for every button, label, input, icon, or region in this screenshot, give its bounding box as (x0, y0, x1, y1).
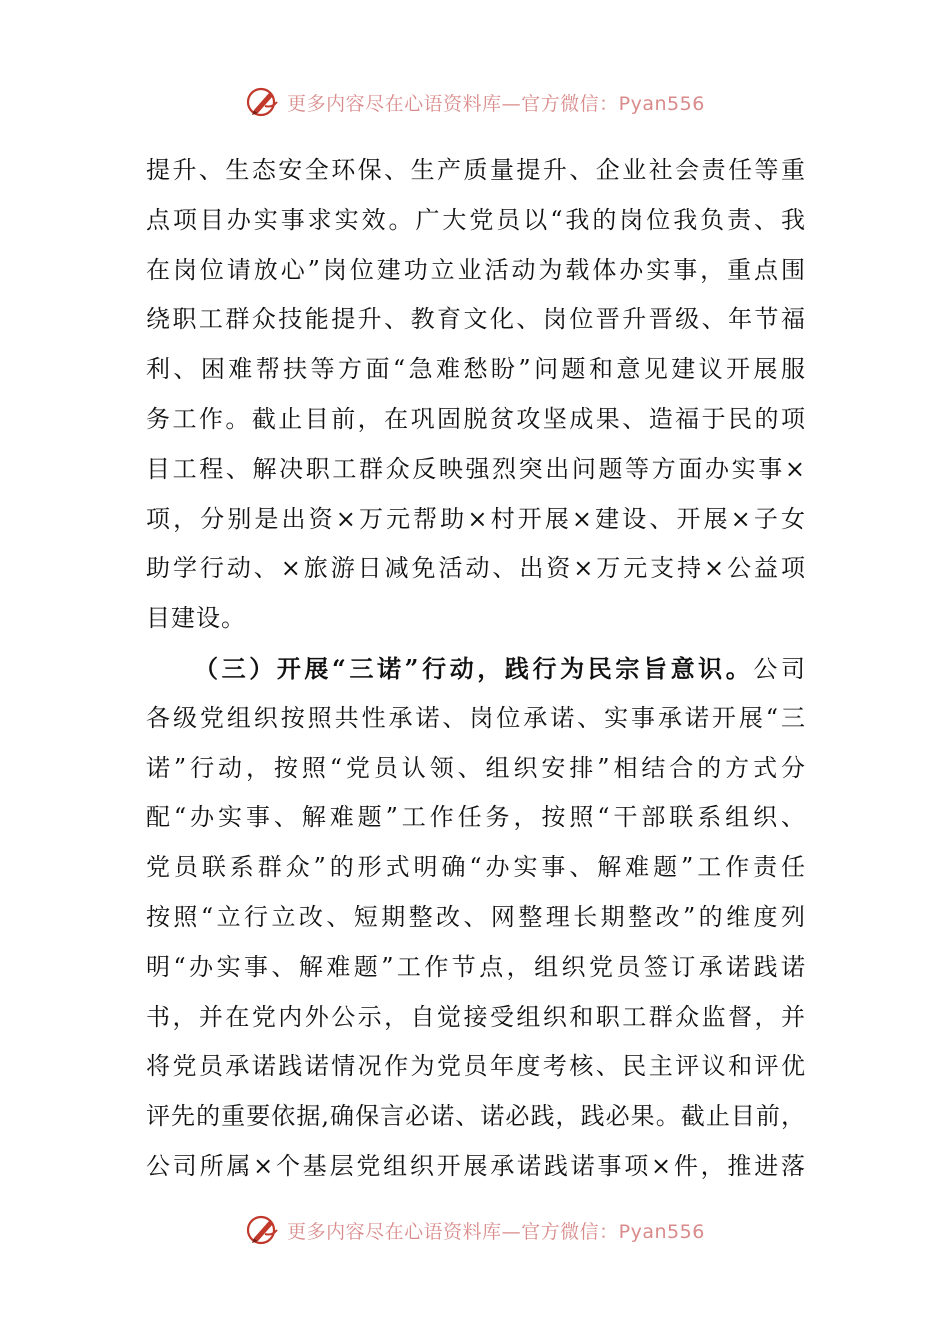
text-line: 项，分别是出资×万元帮助×村开展×建设、开展×子女 (146, 504, 806, 533)
text-line: 评先的重要依据,确保言必诺、诺必践，践必果。截止目前， (146, 1102, 806, 1131)
pen-logo-icon (245, 1212, 281, 1248)
text-line: 目建设。 (146, 604, 246, 633)
text-line: 目工程、解决职工群众反映强烈突出问题等方面办实事× (146, 454, 806, 483)
text-line: 利、困难帮扶等方面“急难愁盼”问题和意见建议开展服 (146, 355, 806, 384)
document-body (146, 146, 806, 1192)
watermark-label: 更多内容尽在心语资料库—官方微信： (287, 1220, 619, 1243)
text-line: 公司所属×个基层党组织开展承诺践诺事项×件，推进落 (146, 1151, 806, 1180)
section-heading-line (146, 644, 806, 694)
pen-logo-icon (245, 84, 281, 120)
text-line: 点项目办实事求实效。广大党员以“我的岗位我负责、我 (146, 205, 806, 234)
text-line: 助学行动、×旅游日减免活动、出资×万元支持×公益项 (146, 554, 806, 583)
text-line: 务工作。截止目前，在巩固脱贫攻坚成果、造福于民的项 (146, 404, 806, 433)
section-heading: （三）开展“三诺”行动，践行为民宗旨意识。 (194, 653, 754, 683)
watermark-footer (0, 1210, 950, 1250)
text-line: 诺”行动，按照“党员认领、组织安排”相结合的方式分 (146, 753, 806, 782)
text-line: 明“办实事、解难题”工作节点，组织党员签订承诺践诺 (146, 952, 806, 981)
text-line: 按照“立行立改、短期整改、网整理长期整改”的维度列 (146, 902, 806, 931)
text-line: 党员联系群众”的形式明确“办实事、解难题”工作责任 (146, 853, 806, 882)
text-line: 提升、生态安全环保、生产质量提升、企业社会责任等重 (146, 156, 806, 184)
watermark-id: Pyan556 (618, 1220, 705, 1243)
watermark-text (287, 89, 705, 116)
watermark-header (0, 82, 950, 122)
text-line: 配“办实事、解难题”工作任务，按照“干部联系组织、 (146, 803, 806, 832)
section-heading-rest: 公司 (753, 654, 806, 683)
text-line: 书，并在党内外公示，自觉接受组织和职工群众监督，并 (146, 1002, 806, 1031)
watermark-label: 更多内容尽在心语资料库—官方微信： (287, 92, 619, 115)
text-line: 将党员承诺践诺情况作为党员年度考核、民主评议和评优 (146, 1052, 806, 1081)
watermark-text (287, 1217, 705, 1244)
text-line: 绕职工群众技能提升、教育文化、岗位晋升晋级、年节福 (146, 305, 806, 334)
text-line: 各级党组织按照共性承诺、岗位承诺、实事承诺开展“三 (146, 703, 806, 732)
text-line: 在岗位请放心”岗位建功立业活动为载体办实事，重点围 (146, 255, 806, 284)
watermark-id: Pyan556 (618, 92, 705, 115)
